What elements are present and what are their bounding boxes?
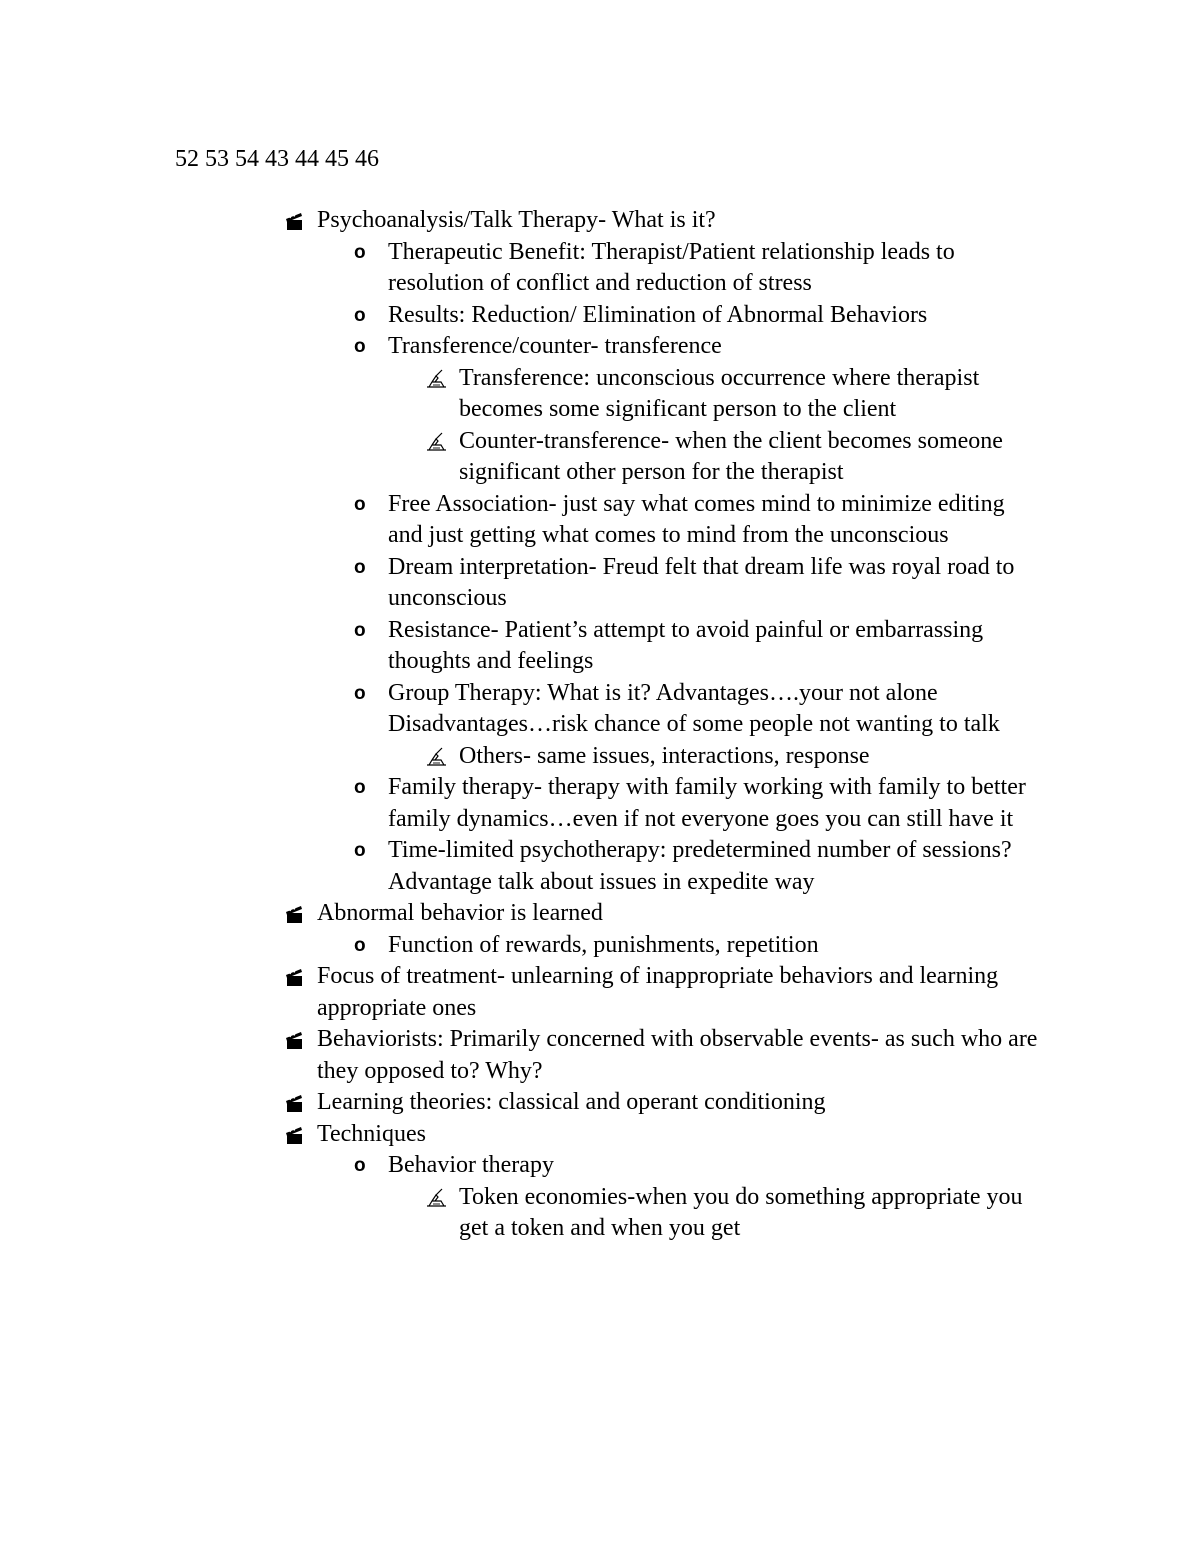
page-header: 52 53 54 43 44 45 46 (175, 146, 379, 172)
outline-item-psychoanalysis (282, 205, 1042, 237)
outline-subitem-text: Time-limited psychotherapy: predetermined number of sessions? Advantage talk about issues in expedite way (388, 837, 1012, 895)
outline-detail-text: Transference: unconscious occurrence where therapist becomes some significant person to the client (459, 364, 980, 422)
outline-subitem-function (282, 930, 1042, 962)
outline-detail-text: Token economies-when you do something appropriate you get a token and when you get (459, 1183, 1023, 1241)
outline-subitem-time-limited (282, 835, 1042, 898)
outline-subitem-text: Group Therapy: What is it? Advantages….your not alone Disadvantages…risk chance of some people not wanting to talk (388, 679, 1000, 737)
outline-subitem-resistance (282, 615, 1042, 678)
outline-detail-group-others (282, 741, 1042, 773)
outline-subitem-text: Free Association- just say what comes mind to minimize editing and just getting what comes to mind from the unconscious (388, 490, 1005, 548)
bullet-o: o (354, 1155, 366, 1176)
outline-detail-text: Others- same issues, interactions, response (459, 742, 870, 769)
outline-subitem-free-association (282, 489, 1042, 552)
outline-subitem-behavior-therapy (282, 1150, 1042, 1182)
bullet-o: o (354, 682, 366, 704)
outline-detail-counter-transference (282, 426, 1042, 489)
outline-item-focus-of-treatment (282, 961, 1042, 1024)
outline-item-text: Abnormal behavior is learned (317, 900, 603, 926)
outline-detail-text: Counter-transference- when the client becomes someone significant other person for the therapist (459, 427, 1003, 485)
outline-subitem-text: Therapeutic Benefit: Therapist/Patient relationship leads to resolution of conflict and reduction of stress (388, 238, 955, 296)
bullet-o: o (354, 304, 366, 326)
outline-item-abnormal-learned (282, 898, 1042, 930)
pen-hand-icon (425, 1182, 449, 1213)
outline-subitem-text: Resistance- Patient’s attempt to avoid painful or embarrassing thoughts and feelings (388, 616, 984, 674)
outline-subitem-transference (282, 331, 1042, 363)
outline-item-behaviorists (282, 1024, 1042, 1087)
outline-item-text: Learning theories: classical and operant conditioning (317, 1089, 826, 1115)
outline-item-text: Focus of treatment- unlearning of inappropriate behaviors and learning appropriate ones (317, 963, 999, 1021)
bullet-o: o (354, 934, 366, 956)
notes-outline (282, 205, 1042, 1245)
outline-item-learning-theories (282, 1087, 1042, 1119)
outline-item-techniques (282, 1119, 1042, 1151)
outline-detail-token-economies (282, 1182, 1042, 1245)
pen-hand-icon (425, 363, 449, 394)
clapperboard-icon (284, 1024, 306, 1055)
outline-item-text: Psychoanalysis/Talk Therapy- What is it? (317, 207, 716, 233)
outline-subitem-family-therapy (282, 772, 1042, 835)
clapperboard-icon (284, 1119, 306, 1150)
clapperboard-icon (284, 961, 306, 992)
outline-subitem-text: Behavior therapy (388, 1152, 554, 1178)
outline-subitem-results (282, 300, 1042, 332)
outline-subitem-text: Function of rewards, punishments, repetition (388, 931, 819, 958)
bullet-o: o (354, 556, 366, 578)
clapperboard-icon (284, 205, 306, 236)
bullet-o: o (354, 619, 366, 641)
bullet-o: o (354, 241, 366, 263)
outline-subitem-dream-interpretation (282, 552, 1042, 615)
outline-item-text: Behaviorists: Primarily concerned with observable events- as such who are they opposed to? Why? (317, 1026, 1038, 1084)
outline-detail-transference-definition (282, 363, 1042, 426)
clapperboard-icon (284, 898, 306, 929)
bullet-o: o (354, 493, 366, 515)
pen-hand-icon (425, 426, 449, 457)
bullet-o: o (354, 336, 366, 357)
pen-hand-icon (425, 741, 449, 772)
clapperboard-icon (284, 1087, 306, 1118)
outline-subitem-text: Family therapy- therapy with family working with family to better family dynamics…even if not everyone goes you can still have it (388, 774, 1026, 832)
outline-item-text: Techniques (317, 1120, 426, 1147)
outline-subitem-group-therapy (282, 678, 1042, 741)
outline-subitem-text: Results: Reduction/ Elimination of Abnormal Behaviors (388, 301, 928, 328)
bullet-o: o (354, 840, 366, 861)
outline-subitem-text: Dream interpretation- Freud felt that dream life was royal road to unconscious (388, 553, 1015, 611)
outline-subitem-text: Transference/counter- transference (388, 333, 722, 359)
bullet-o: o (354, 777, 366, 798)
outline-subitem-therapeutic-benefit (282, 237, 1042, 300)
